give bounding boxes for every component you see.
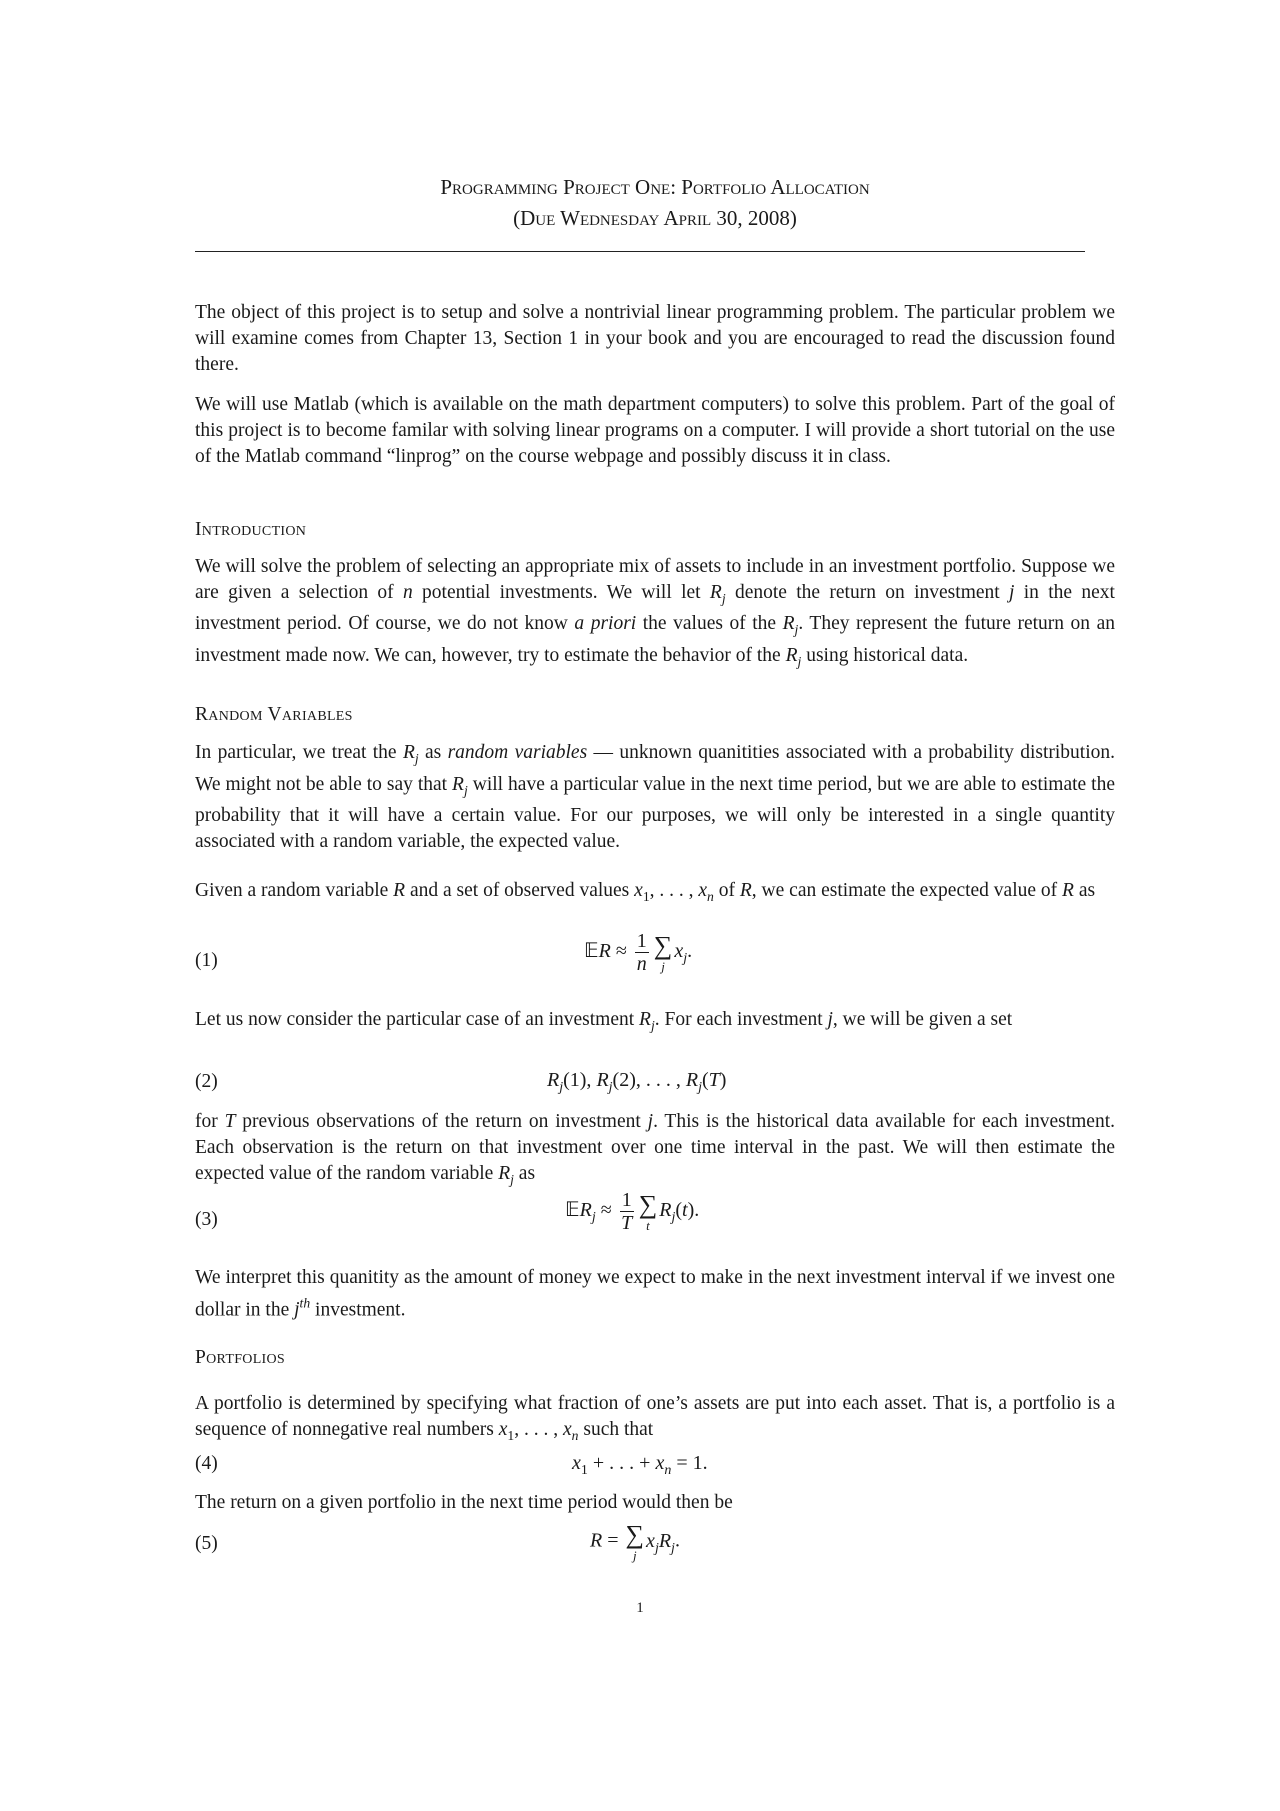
paragraph-given-rv: Given a random variable R and a set of observed values $x_1$, . . . , $x_n$ of R, we can estimate the expected value of R as <box>195 880 1096 904</box>
equation-3: 𝔼R$_j$ ≈ $\frac{1}{T}$ ∑ t $R_j(t)$. <box>565 1189 700 1234</box>
heading-introduction: Introduction <box>195 519 307 540</box>
equation-2: $R_j(1)$, $R_j(2)$, . . . , $R_j(T)$ <box>547 1069 727 1095</box>
equation-5-number: (5) <box>195 1533 218 1554</box>
equation-2-number: (2) <box>195 1071 218 1092</box>
equation-3-number: (3) <box>195 1209 218 1230</box>
equation-4: $x_1$ + . . . + $x_n = 1$. <box>572 1452 708 1478</box>
paragraph-objective: The object of this project is to setup and solve a nontrivial linear programming problem. The particular problem we will examine comes from Chapter 13, Section 1 in your book and you are encouraged to read the discussion found there. <box>195 302 1115 375</box>
title-rule <box>195 251 1085 252</box>
heading-random-variables: Random Variables <box>195 704 353 725</box>
equation-1-number: (1) <box>195 950 218 971</box>
paragraph-return: The return on a given portfolio in the next time period would then be <box>195 1492 733 1513</box>
paragraph-portfolio: A portfolio is determined by specifying what fraction of one’s assets are put into each asset. That is, a portfolio is a sequence of nonnegative real numbers $x_1$, . . . , $x_n$ such that <box>195 1393 1115 1443</box>
paragraph-historical-data: for T previous observations of the return on investment j. This is the historical data available for each investment. Each observation is the return on that investment over one time interval in the past. We will then estimate the expected value of the random variable $R_j$ as <box>195 1111 1115 1187</box>
title-line-1: Programming Project One: Portfolio Allocation <box>440 175 870 199</box>
equation-5: R = ∑ j $x_jR_j$. <box>590 1520 680 1563</box>
paragraph-investment-set: Let us now consider the particular case of an investment $R_j$. For each investment j, we will be given a set <box>195 1009 1013 1033</box>
paragraph-matlab: We will use Matlab (which is available on the math department computers) to solve this problem. Part of the goal of this project is to become familar with solving linear programs on a computer. I will provide a short tutorial on the use of the Matlab command “linprog” on the course webpage and possibly discuss it in class. <box>195 394 1115 467</box>
page-number: 1 <box>636 1600 644 1616</box>
equation-4-number: (4) <box>195 1453 218 1474</box>
document-title <box>195 172 1115 234</box>
title-line-2: (Due Wednesday April 30, 2008) <box>513 206 797 230</box>
paragraph-introduction: We will solve the problem of selecting an appropriate mix of assets to include in an investment portfolio. Suppose we are given a selection of n potential investments. We will let $R_j$ denote the return on investment j in the next investment period. Of course, we do not know a priori the values of the $R_j$. They represent the future return on an investment made now. We can, however, try to estimate the behavior of the $R_j$ using historical data. <box>195 556 1116 670</box>
equation-1: 𝔼R ≈ $\frac{1}{n}$ ∑ j $x_j$. <box>584 930 693 975</box>
paragraph-random-variables: In particular, we treat the $R_j$ as random variables — unknown quanitities associated with a probability distribution. We might not be able to say that $R_j$ will have a particular value in the next time period, but we are able to estimate the probability that it will have a certain value. For our purposes, we will only be interested in a single quantity associated with a random variable, the expected value. <box>195 742 1116 853</box>
paragraph-interpret: We interpret this quanitity as the amount of money we expect to make in the next investment interval if we invest one dollar in the $j^{th}$ investment. <box>195 1267 1115 1321</box>
heading-portfolios: Portfolios <box>195 1347 286 1368</box>
